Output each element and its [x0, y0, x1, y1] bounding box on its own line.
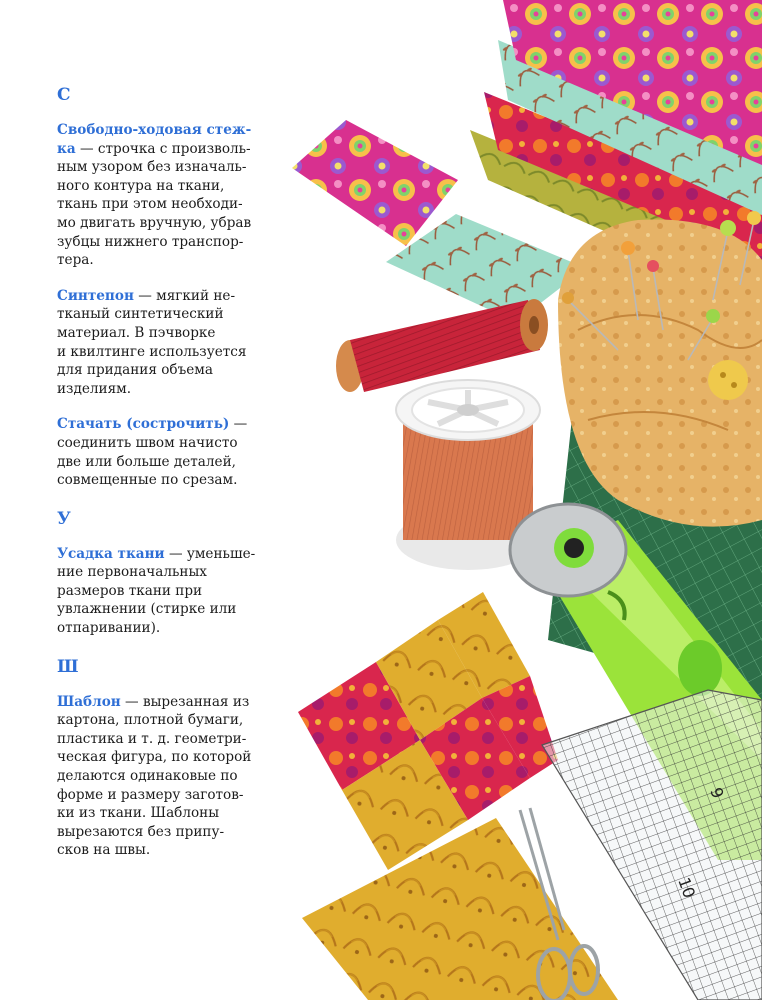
entry-definition: ки из ткани. Шаблоны: [57, 805, 220, 822]
entry-definition: вырезаются без припу-: [57, 823, 225, 840]
glossary-entry: [57, 415, 257, 489]
ruler-label-10: 10: [674, 874, 700, 901]
entry-line: [57, 287, 257, 306]
entry-line: [57, 711, 257, 730]
entry-definition: соединить швом начисто: [57, 434, 238, 451]
section-letter: Ш: [57, 656, 79, 677]
entry-definition: размеров ткани при: [57, 582, 203, 599]
entry-line: [57, 343, 257, 362]
entry-line: [57, 251, 257, 270]
entry-line: [57, 767, 257, 786]
entry-term: Синтепон: [57, 287, 134, 304]
glossary-section: [57, 656, 257, 860]
sewing-supplies-illustration: [258, 0, 762, 1000]
red-thread-spool: [336, 299, 548, 392]
entry-definition: картона, плотной бумаги,: [57, 712, 244, 729]
glossary-section: [57, 84, 257, 490]
entry-term: Свободно-ходовая стеж-: [57, 122, 252, 138]
ruler-label-9: 9: [706, 784, 728, 801]
entry-line: [57, 434, 257, 453]
entry-line: [57, 582, 257, 601]
glossary-entry: [57, 693, 257, 860]
entry-term: ка: [57, 140, 76, 157]
entry-line: [57, 600, 257, 619]
section-letter: С: [57, 85, 71, 105]
entry-definition: —: [229, 416, 248, 433]
entry-line: [57, 748, 257, 767]
entry-line: [57, 730, 257, 749]
entry-term: Шаблон: [57, 693, 121, 710]
entry-definition: тера.: [57, 252, 94, 269]
entry-definition: — уменьше-: [164, 545, 256, 562]
entry-line: [57, 305, 257, 324]
entry-term: Усадка ткани: [57, 545, 165, 562]
entry-line: [57, 563, 257, 582]
entry-definition: ткань при этом необходи-: [57, 196, 243, 213]
entry-line: [57, 786, 257, 805]
entry-line: [57, 140, 257, 159]
glossary-entry: [57, 121, 257, 270]
entry-definition: сков на швы.: [57, 842, 151, 859]
glossary-entry: [57, 545, 257, 638]
entry-line: [57, 233, 257, 252]
entry-line: [57, 324, 257, 343]
glossary-section: [57, 508, 257, 638]
entry-line: [57, 453, 257, 472]
entry-definition: и квилтинге используется: [57, 343, 247, 360]
glossary-entry: [57, 287, 257, 399]
entry-definition: — мягкий не-: [133, 287, 236, 304]
entry-definition: совмещенные по срезам.: [57, 472, 238, 489]
fabric-swatch-floral: [292, 120, 458, 246]
entry-definition: — вырезанная из: [120, 693, 250, 710]
entry-definition: две или больше деталей,: [57, 453, 236, 470]
entry-line: [57, 214, 257, 233]
entry-definition: ного контура на ткани,: [57, 177, 225, 194]
entry-definition: изделиям.: [57, 380, 132, 397]
entry-definition: материал. В пэчворке: [57, 324, 216, 341]
entry-line: [57, 195, 257, 214]
four-patch-block: [298, 592, 558, 870]
entry-line: [57, 693, 257, 712]
entry-line: [57, 471, 257, 490]
entry-line: [57, 545, 257, 564]
entry-term: Стачать (сострочить): [57, 416, 230, 433]
glossary-column: [57, 84, 257, 878]
section-letter: У: [57, 508, 71, 529]
entry-line: [57, 380, 257, 399]
entry-definition: форме и размеру заготов-: [57, 786, 244, 803]
entry-definition: ческая фигура, по которой: [57, 749, 252, 766]
entry-definition: пластика и т. д. геометри-: [57, 730, 247, 747]
entry-line: [57, 415, 257, 434]
entry-line: [57, 121, 257, 140]
entry-definition: тканый синтетический: [57, 306, 224, 323]
entry-definition: мо двигать вручную, убрав: [57, 214, 252, 231]
entry-line: [57, 158, 257, 177]
entry-line: [57, 823, 257, 842]
entry-definition: ние первоначальных: [57, 564, 207, 581]
entry-definition: — строчка с произволь-: [75, 140, 251, 157]
entry-line: [57, 804, 257, 823]
entry-line: [57, 177, 257, 196]
entry-definition: увлажнении (стирке или: [57, 601, 237, 618]
entry-definition: для придания объема: [57, 362, 213, 379]
entry-line: [57, 619, 257, 638]
entry-line: [57, 841, 257, 860]
entry-definition: ным узором без изначаль-: [57, 159, 247, 176]
entry-definition: отпаривании).: [57, 620, 161, 637]
entry-line: [57, 361, 257, 380]
entry-definition: зубцы нижнего транспор-: [57, 233, 244, 250]
entry-definition: делаются одинаковые по: [57, 768, 238, 785]
